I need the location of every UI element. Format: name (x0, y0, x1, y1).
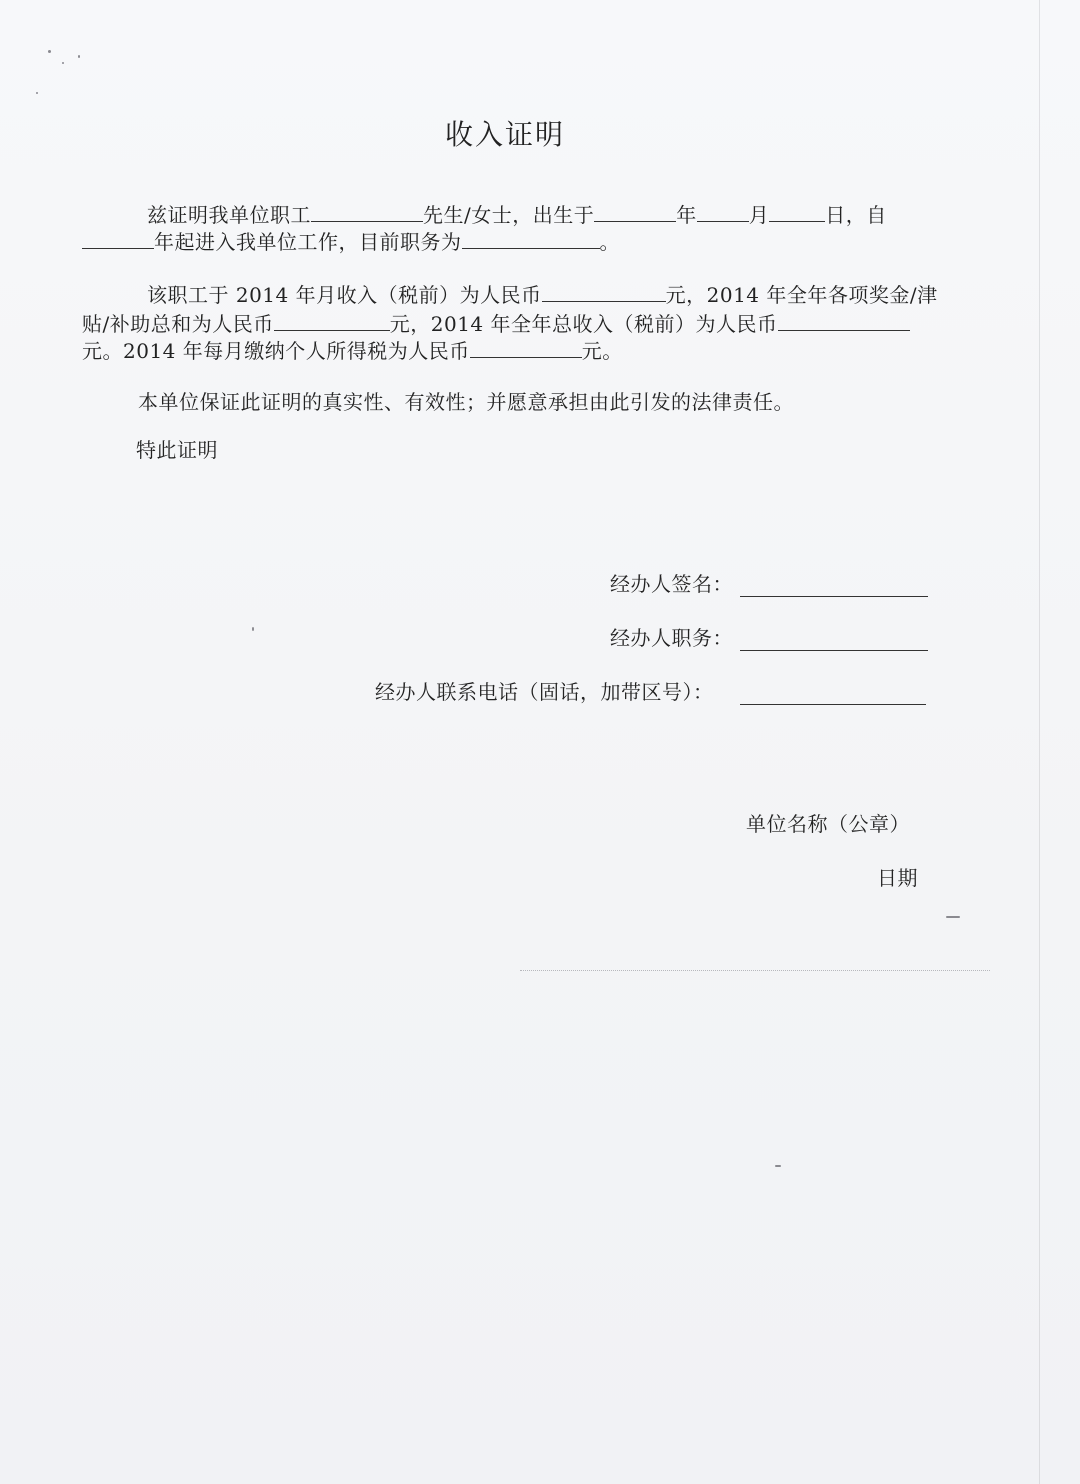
unit-name-label: 单位名称（公章） (746, 812, 910, 836)
para1-line2 (82, 230, 620, 254)
para1-text: 日，自 (825, 203, 887, 227)
para2-text: 贴/补助总和为人民币 (82, 312, 274, 336)
page-edge-shadow (1039, 0, 1040, 1484)
para2-text: 元，2014 年全年总收入（税前）为人民币 (389, 312, 778, 336)
scan-speck (62, 62, 64, 64)
scan-artifact-line (520, 970, 990, 971)
para1-text: 年起进入我单位工作，目前职务为 (154, 230, 462, 254)
para2-text: 元。2014 年每月缴纳个人所得税为人民币 (82, 339, 470, 363)
para1-line1 (147, 203, 887, 227)
guarantee-statement: 本单位保证此证明的真实性、有效性；并愿意承担由此引发的法律责任。 (138, 390, 794, 414)
page-title: 收入证明 (444, 118, 565, 151)
birth-day-blank[interactable] (769, 203, 825, 222)
scan-speck (252, 627, 254, 631)
handler-sign-label: 经办人签名： (610, 572, 733, 596)
employee-name-blank[interactable] (311, 203, 423, 222)
scan-speck (36, 92, 38, 94)
para2-line3 (82, 339, 623, 363)
para1-text: 。 (599, 230, 620, 254)
position-blank[interactable] (462, 230, 600, 249)
para2-line1 (147, 283, 938, 307)
scan-speck (775, 1165, 781, 1167)
handler-title-label: 经办人职务： (610, 626, 733, 650)
para1-text: 先生/女士，出生于 (423, 203, 595, 227)
handler-title-field[interactable] (740, 650, 928, 651)
para1-text: 兹证明我单位职工 (147, 203, 311, 227)
para1-text: 年 (676, 203, 697, 227)
scan-speck (946, 916, 960, 918)
monthly-income-blank[interactable] (542, 283, 666, 302)
scan-speck (48, 50, 51, 53)
annual-income-blank[interactable] (778, 312, 910, 331)
join-year-blank[interactable] (82, 230, 154, 249)
closing-statement: 特此证明 (136, 438, 218, 462)
handler-sign-field[interactable] (740, 596, 928, 597)
para2-text: 该职工于 2014 年月收入（税前）为人民币 (147, 283, 542, 307)
para2-line2 (82, 312, 910, 336)
bonus-total-blank[interactable] (274, 312, 390, 331)
scan-speck (78, 55, 80, 58)
para2-text: 元，2014 年全年各项奖金/津 (665, 283, 938, 307)
date-label: 日期 (877, 866, 918, 890)
birth-month-blank[interactable] (697, 203, 749, 222)
handler-phone-label: 经办人联系电话（固话，加带区号）： (375, 680, 714, 704)
para2-text: 元。 (581, 339, 623, 363)
birth-year-blank[interactable] (594, 203, 676, 222)
para1-text: 月 (748, 203, 770, 227)
handler-phone-field[interactable] (740, 704, 926, 705)
monthly-tax-blank[interactable] (470, 339, 582, 358)
